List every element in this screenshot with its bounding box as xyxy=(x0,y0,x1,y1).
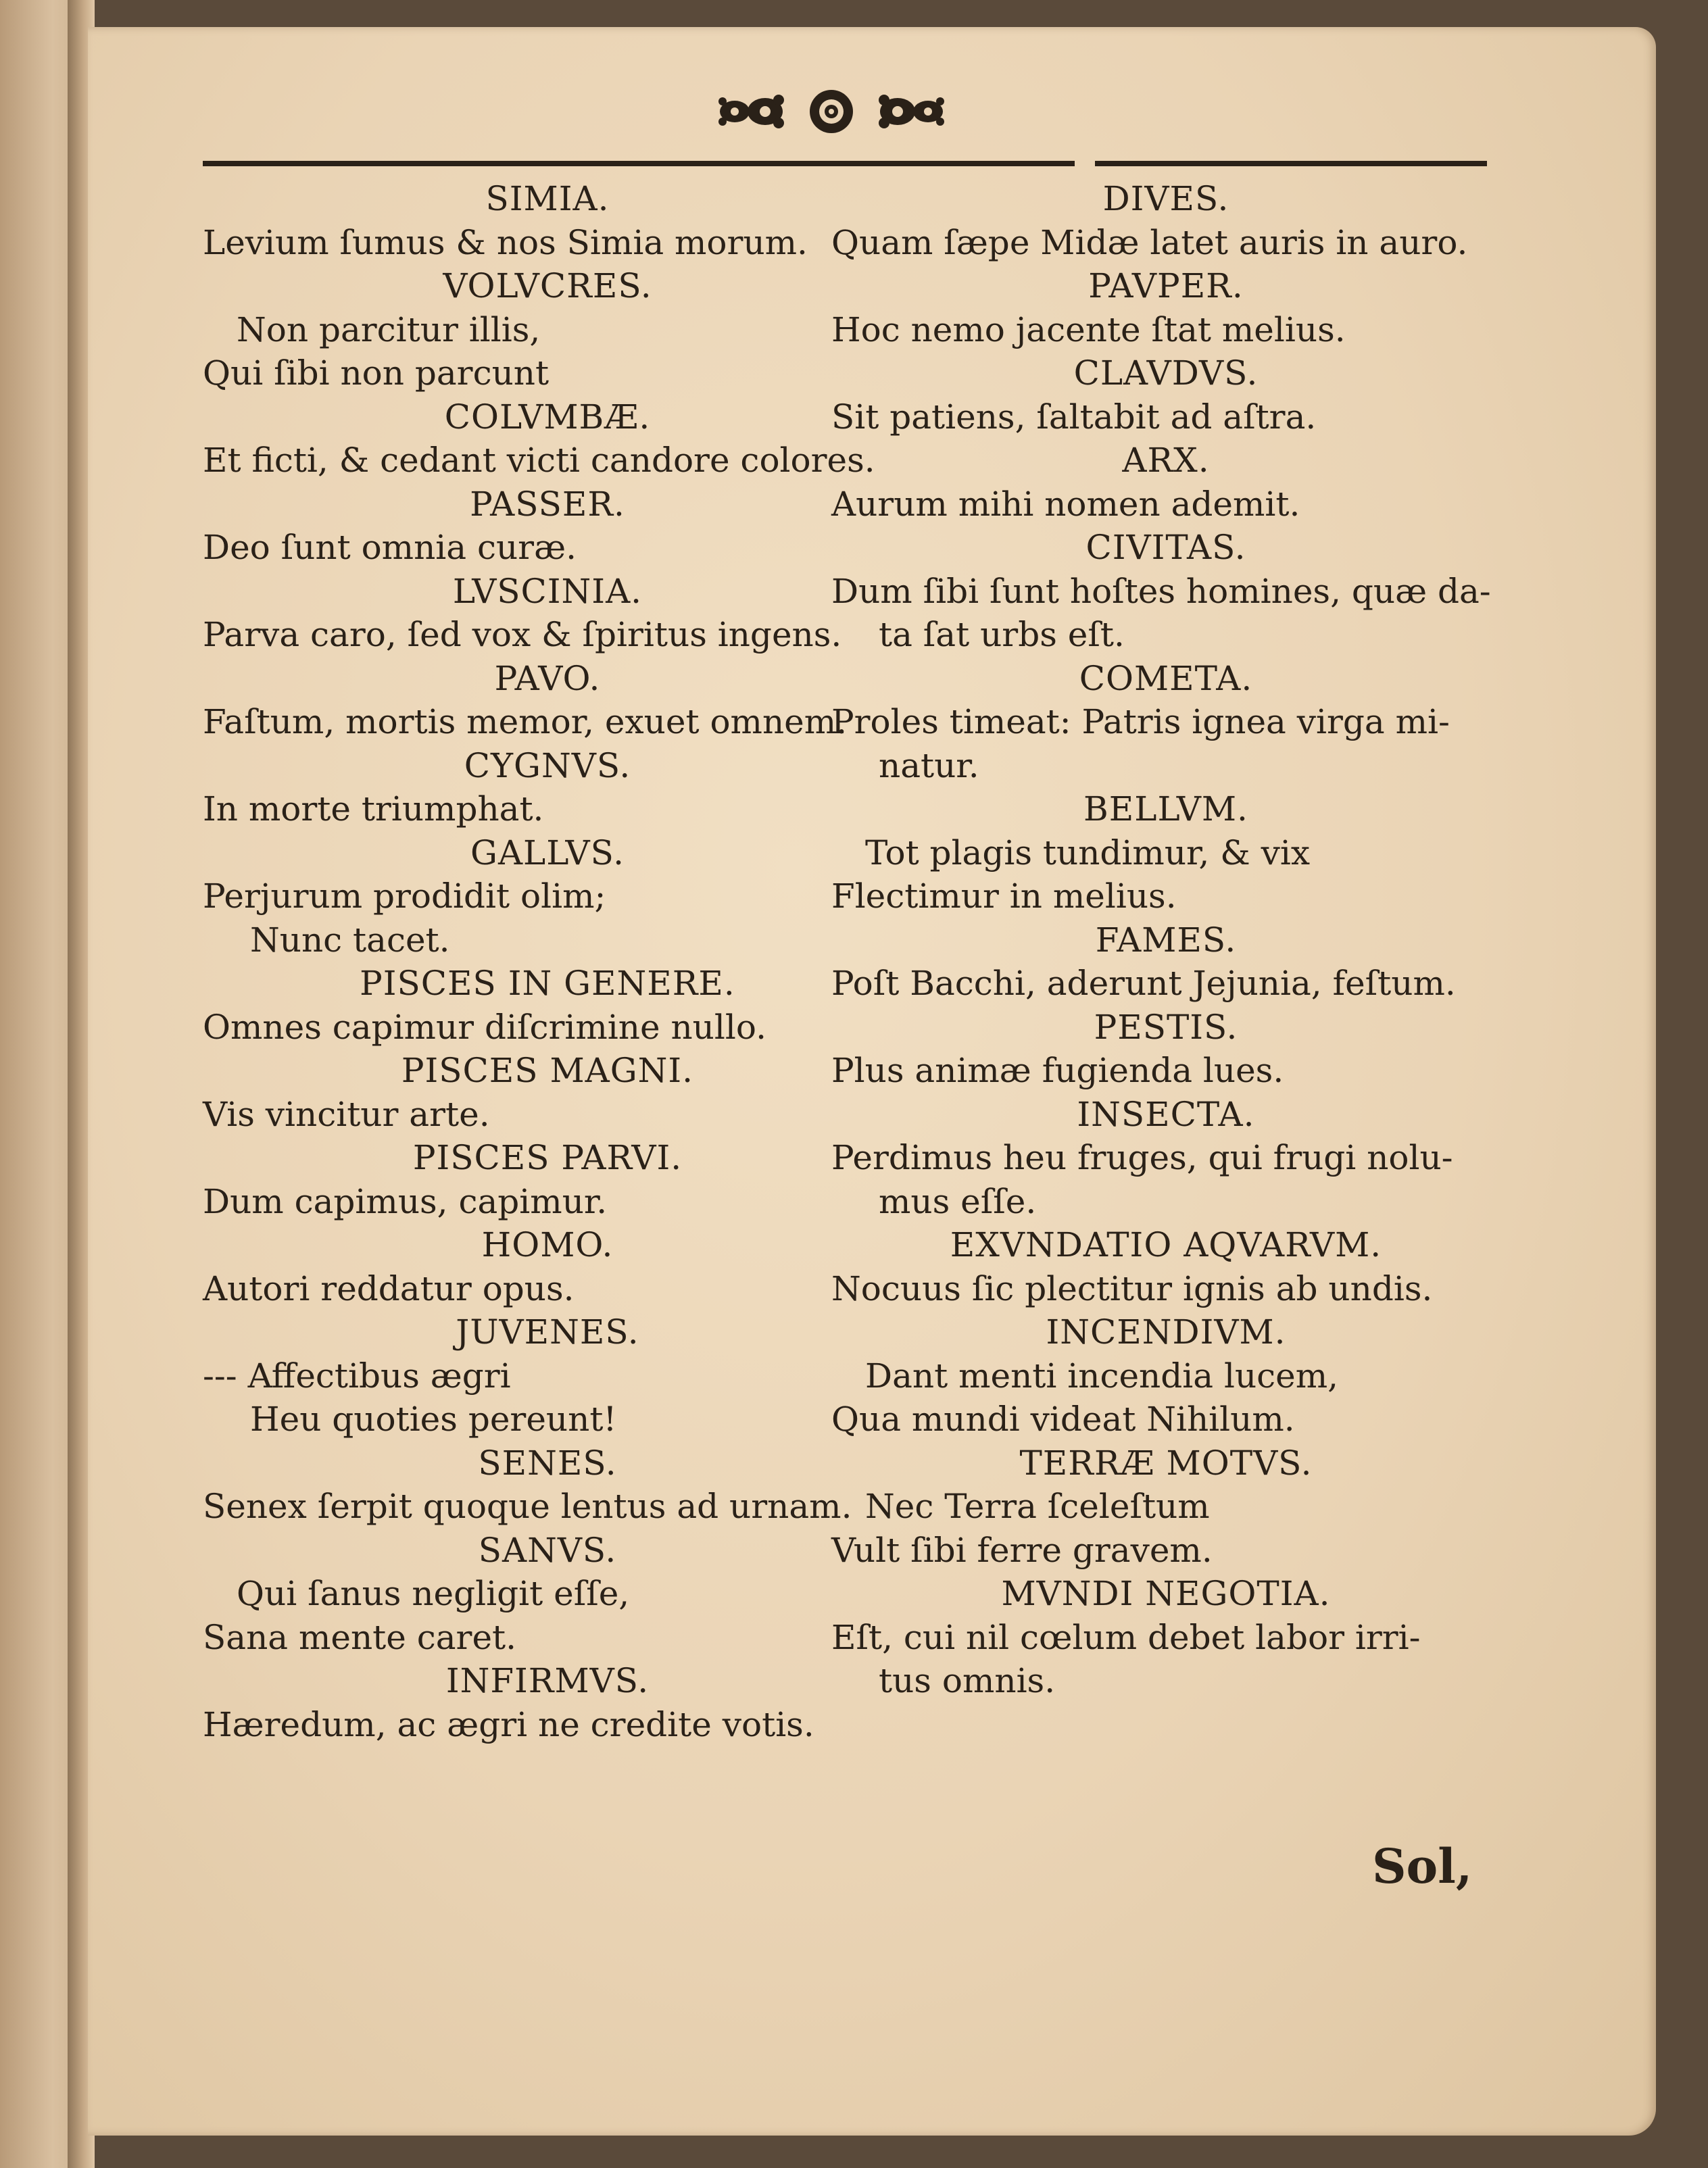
section-heading: VOLVCRES. xyxy=(443,266,652,305)
text-line: Autori reddatur opus. xyxy=(203,1268,575,1308)
section-heading: PESTIS. xyxy=(1094,1007,1238,1047)
text-line: Nunc tacet. xyxy=(250,920,450,960)
section-heading: ARX. xyxy=(1122,441,1210,480)
text-line: Perjurum prodidit olim; xyxy=(203,877,606,916)
section-heading: TERRÆ MOTVS. xyxy=(1019,1443,1313,1483)
floral-ornament-icon xyxy=(874,88,948,135)
text-line: Omnes capimur diſcrimine nullo. xyxy=(203,1007,766,1047)
section-heading: MVNDI NEGOTIA. xyxy=(1001,1574,1331,1613)
text-line: ta ſat urbs eſt. xyxy=(879,615,1125,654)
text-line: Senex ſerpit quoque lentus ad urnam. xyxy=(203,1487,852,1526)
rosette-ornament-icon xyxy=(808,88,855,135)
catchword: Sol, xyxy=(1372,1838,1473,1894)
section-heading: SIMIA. xyxy=(485,179,610,218)
text-line: Poſt Bacchi, aderunt Jejunia, feſtum. xyxy=(831,964,1456,1003)
section-heading: GALLVS. xyxy=(470,833,625,872)
text-line: Hæredum, ac ægri ne credite votis. xyxy=(203,1704,814,1744)
section-heading: PAVO. xyxy=(494,658,601,698)
section-heading: SENES. xyxy=(478,1443,617,1483)
text-line: --- Affectibus ægri xyxy=(203,1356,511,1396)
text-line: Qui ſibi non parcunt xyxy=(203,353,550,393)
section-heading: INCENDIVM. xyxy=(1046,1312,1286,1352)
section-heading: CIVITAS. xyxy=(1085,528,1246,567)
section-heading: INFIRMVS. xyxy=(445,1661,650,1700)
text-line: tus omnis. xyxy=(879,1661,1056,1700)
text-line: Plus animæ fugienda lues. xyxy=(831,1051,1284,1090)
text-line: Et ficti, & cedant victi candore colores. xyxy=(203,441,875,480)
text-line: Parva caro, ſed vox & ſpiritus ingens. xyxy=(203,615,842,654)
text-line: Nec Terra ſceleſtum xyxy=(865,1487,1210,1526)
text-line: Eſt, cui nil cœlum debet labor irri- xyxy=(831,1617,1421,1657)
header-ornament xyxy=(689,74,973,149)
text-line: Dum capimus, capimur. xyxy=(203,1181,608,1221)
text-line: Faſtum, mortis memor, exuet omnem. xyxy=(203,702,848,741)
section-heading: COLVMBÆ. xyxy=(444,397,651,437)
text-line: In morte triumphat. xyxy=(203,789,544,829)
text-line: Sana mente caret. xyxy=(203,1617,517,1657)
text-line: Nocuus ſic plectitur ignis ab undis. xyxy=(831,1268,1433,1308)
text-line: Dant menti incendia lucem, xyxy=(865,1356,1339,1396)
text-line: Quam ſæpe Midæ latet auris in auro. xyxy=(831,222,1468,262)
text-line: Flectimur in melius. xyxy=(831,877,1177,916)
text-line: Dum ſibi ſunt hoſtes homines, quæ da- xyxy=(831,571,1491,611)
section-heading: CYGNVS. xyxy=(464,745,631,785)
left-text-column xyxy=(203,177,892,1746)
section-heading: PAVPER. xyxy=(1088,266,1244,305)
text-line: Deo ſunt omnia curæ. xyxy=(203,528,577,567)
section-heading: BELLVM. xyxy=(1083,789,1248,829)
text-line: Qua mundi videat Nihilum. xyxy=(831,1400,1295,1439)
section-heading: CLAVDVS. xyxy=(1073,353,1259,393)
section-heading: PISCES MAGNI. xyxy=(401,1051,694,1090)
text-line: Levium ſumus & nos Simia morum. xyxy=(203,222,808,262)
section-heading: LVSCINIA. xyxy=(452,571,643,611)
section-heading: SANVS. xyxy=(478,1530,617,1570)
text-line: Qui ſanus negligit eſſe, xyxy=(237,1574,630,1613)
text-line: Tot plagis tundimur, & vix xyxy=(865,833,1311,872)
text-line: Sit patiens, ſaltabit ad aſtra. xyxy=(831,397,1317,437)
text-line: Non parcitur illis, xyxy=(237,310,541,349)
text-line: Vult ſibi ferre gravem. xyxy=(831,1530,1213,1570)
text-line: Heu quoties pereunt! xyxy=(250,1400,617,1439)
section-heading: INSECTA. xyxy=(1077,1094,1255,1134)
text-line: Hoc nemo jacente ſtat melius. xyxy=(831,310,1346,349)
section-heading: EXVNDATIO AQVARVM. xyxy=(950,1225,1382,1264)
text-line: Aurum mihi nomen ademit. xyxy=(831,484,1300,524)
text-line: Vis vincitur arte. xyxy=(203,1094,490,1134)
section-heading: PASSER. xyxy=(470,484,625,524)
section-heading: COMETA. xyxy=(1079,658,1253,698)
header-rule-left xyxy=(203,161,1075,166)
section-heading: HOMO. xyxy=(481,1225,614,1264)
text-line: natur. xyxy=(879,745,979,785)
section-heading: JUVENES. xyxy=(456,1312,639,1352)
floral-ornament-icon xyxy=(714,88,789,135)
text-line: mus eſſe. xyxy=(879,1181,1037,1221)
section-heading: PISCES IN GENERE. xyxy=(360,964,735,1003)
header-rule-right xyxy=(1095,161,1487,166)
text-line: Perdimus heu fruges, qui frugi nolu- xyxy=(831,1138,1453,1177)
text-line: Proles timeat: Patris ignea virga mi- xyxy=(831,702,1450,741)
section-heading: FAMES. xyxy=(1095,920,1237,960)
section-heading: PISCES PARVI. xyxy=(412,1138,683,1177)
right-text-column xyxy=(831,177,1500,1703)
section-heading: DIVES. xyxy=(1102,179,1229,218)
